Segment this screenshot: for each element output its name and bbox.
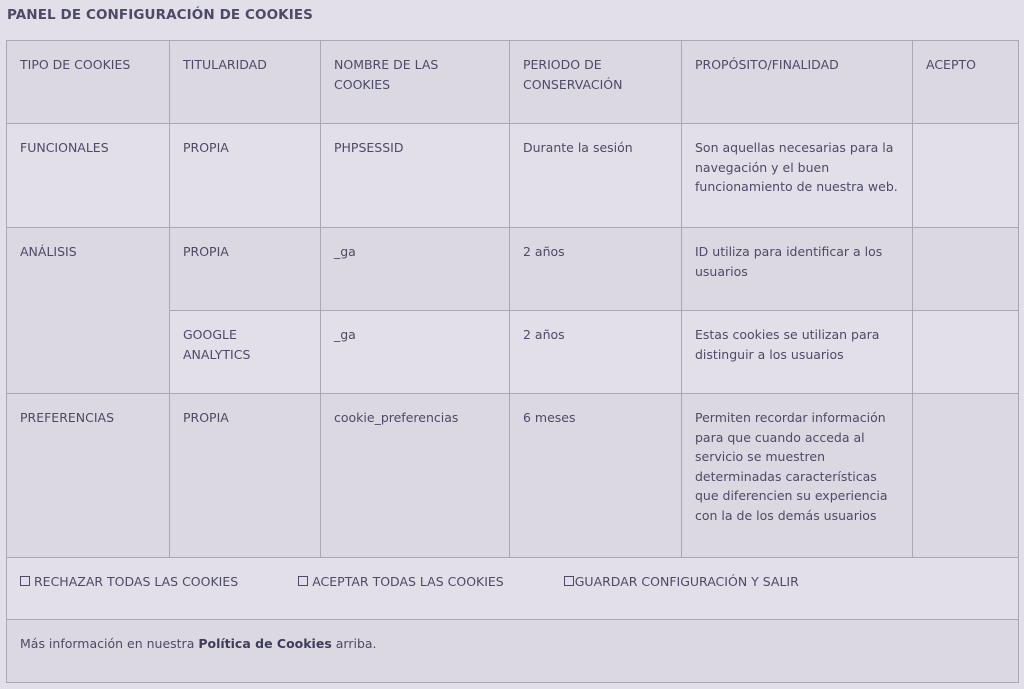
cell-nombre: PHPSESSID bbox=[321, 124, 510, 228]
info-cell bbox=[7, 620, 1019, 683]
table-row bbox=[7, 228, 1019, 311]
reject-all-button[interactable] bbox=[20, 572, 238, 592]
cell-titularidad: PROPIA bbox=[170, 124, 321, 228]
reject-all-label: RECHAZAR TODAS LAS COOKIES bbox=[34, 574, 239, 589]
cell-tipo: ANÁLISIS bbox=[7, 228, 170, 394]
cell-titularidad: PROPIA bbox=[170, 228, 321, 311]
checkbox-icon[interactable] bbox=[298, 576, 308, 586]
cell-nombre: cookie_preferencias bbox=[321, 394, 510, 558]
info-prefix: Más información en nuestra bbox=[20, 636, 195, 651]
table-header-row bbox=[7, 41, 1019, 124]
save-config-label: GUARDAR CONFIGURACIÓN Y SALIR bbox=[574, 574, 799, 589]
header-nombre: NOMBRE DE LAS COOKIES bbox=[321, 41, 510, 124]
cell-titularidad: PROPIA bbox=[170, 394, 321, 558]
cookie-policy-link[interactable]: Política de Cookies bbox=[198, 636, 332, 651]
cell-proposito: Permiten recordar información para que cuando acceda al servicio se muestren determinadas características que diferencien su experiencia con la de los demás usuarios bbox=[682, 394, 913, 558]
cell-acepto[interactable] bbox=[913, 394, 1019, 558]
accept-all-button[interactable] bbox=[298, 572, 504, 592]
info-suffix: arriba. bbox=[335, 636, 377, 651]
cell-tipo: FUNCIONALES bbox=[7, 124, 170, 228]
header-periodo: PERIODO DE CONSERVACIÓN bbox=[510, 41, 682, 124]
actions-cell bbox=[7, 558, 1019, 620]
cell-periodo: 6 meses bbox=[510, 394, 682, 558]
cell-nombre: _ga bbox=[321, 228, 510, 311]
checkbox-icon[interactable] bbox=[564, 576, 574, 586]
actions-row bbox=[7, 558, 1019, 620]
header-titularidad: TITULARIDAD bbox=[170, 41, 321, 124]
cell-acepto[interactable] bbox=[913, 228, 1019, 311]
accept-all-label: ACEPTAR TODAS LAS COOKIES bbox=[312, 574, 504, 589]
header-proposito: PROPÓSITO/FINALIDAD bbox=[682, 41, 913, 124]
cell-proposito: Son aquellas necesarias para la navegación y el buen funcionamiento de nuestra web. bbox=[682, 124, 913, 228]
save-config-button[interactable] bbox=[564, 572, 799, 592]
cell-periodo: 2 años bbox=[510, 311, 682, 394]
header-tipo: TIPO DE COOKIES bbox=[7, 41, 170, 124]
cell-acepto[interactable] bbox=[913, 311, 1019, 394]
cell-periodo: Durante la sesión bbox=[510, 124, 682, 228]
cell-titularidad: GOOGLE ANALYTICS bbox=[170, 311, 321, 394]
info-row bbox=[7, 620, 1019, 683]
cell-tipo: PREFERENCIAS bbox=[7, 394, 170, 558]
header-acepto: ACEPTO bbox=[913, 41, 1019, 124]
table-row bbox=[7, 394, 1019, 558]
cell-acepto[interactable] bbox=[913, 124, 1019, 228]
page-title: PANEL DE CONFIGURACIÓN DE COOKIES bbox=[7, 7, 313, 23]
cookies-table bbox=[6, 40, 1019, 683]
cell-periodo: 2 años bbox=[510, 228, 682, 311]
checkbox-icon[interactable] bbox=[20, 576, 30, 586]
table-row bbox=[7, 124, 1019, 228]
cell-nombre: _ga bbox=[321, 311, 510, 394]
cell-proposito: Estas cookies se utilizan para distinguir a los usuarios bbox=[682, 311, 913, 394]
cell-proposito: ID utiliza para identificar a los usuarios bbox=[682, 228, 913, 311]
